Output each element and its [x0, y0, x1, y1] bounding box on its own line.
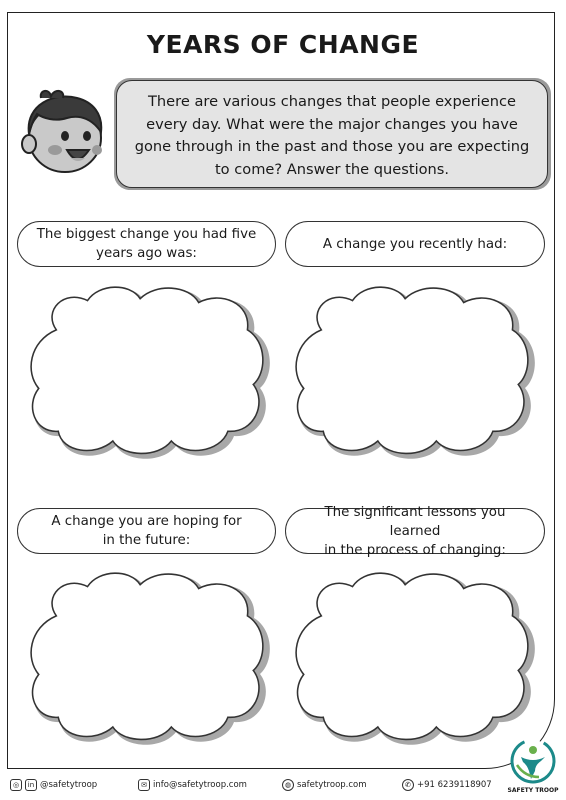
logo-text: SAFETY TROOP — [507, 787, 559, 794]
prompt-recent-change — [285, 221, 545, 267]
instruction-text: There are various changes that people experience every day. What were the major changes you have gone through in the past and those you are expecting to come? Answer the questions. — [116, 80, 548, 188]
answer-cloud-recent-change[interactable] — [291, 282, 541, 462]
social-handle: @safetytroop — [40, 780, 98, 790]
prompt-label: A change you recently had: — [322, 236, 508, 252]
footer-email[interactable] — [138, 779, 247, 791]
prompt-lessons-learned — [285, 504, 545, 558]
prompt-five-years-ago — [17, 221, 276, 267]
prompt-label: The biggest change you had five years ago was: — [36, 227, 257, 261]
website-url: safetytroop.com — [297, 780, 367, 790]
mail-icon: ✉ — [138, 779, 150, 791]
email-address: info@safetytroop.com — [153, 780, 247, 790]
footer-website[interactable] — [282, 779, 367, 791]
answer-cloud-five-years-ago[interactable] — [26, 282, 276, 462]
logo-emblem-icon — [505, 735, 561, 787]
phone-icon: ✆ — [402, 779, 414, 791]
instagram-icon: ◎ — [10, 779, 22, 791]
linkedin-icon: in — [25, 779, 37, 791]
prompt-label: The significant lessons you learned in the process of changing: — [324, 504, 506, 558]
kid-illustration — [15, 84, 107, 184]
phone-number: +91 6239118907 — [417, 780, 492, 790]
globe-icon: ◍ — [282, 779, 294, 791]
footer-social[interactable] — [10, 779, 97, 791]
safety-troop-logo — [505, 735, 561, 799]
prompt-label: A change you are hoping for in the future: — [51, 514, 242, 548]
footer — [0, 775, 566, 797]
prompt-future-change — [17, 508, 276, 554]
answer-cloud-future-change[interactable] — [26, 568, 276, 748]
answer-cloud-lessons-learned[interactable] — [291, 568, 541, 748]
footer-phone[interactable] — [402, 779, 492, 791]
worksheet-title: YEARS OF CHANGE — [146, 30, 420, 59]
